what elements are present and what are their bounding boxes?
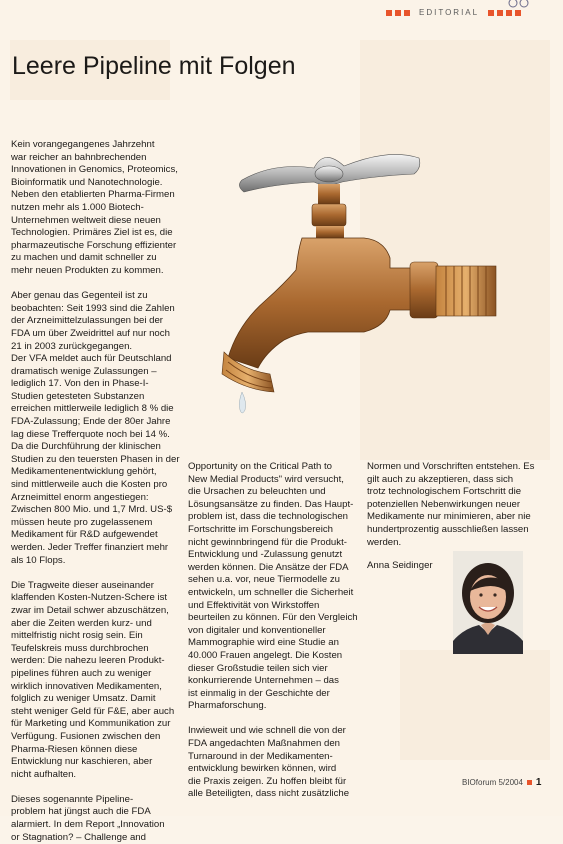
article-title: Leere Pipeline mit Folgen	[12, 52, 296, 80]
accent-square-icon	[527, 780, 532, 785]
section-header	[386, 8, 521, 17]
accent-square-icon	[515, 10, 521, 16]
faucet-illustration-icon	[214, 140, 514, 422]
author-name: Anna Seidinger	[367, 560, 433, 571]
article-column-2: Opportunity on the Critical Path to New Medial Products" wird versucht, die Ursachen zu beleuchten und Lösungsansätze zu finden. Das Haupt- problem ist, dass die technologischen Fortschritte im Forschungsbereich nicht gewinnbringend für die Produkt- Entwicklung und -Zulassung genutzt werden können. Die Ansätze der FDA sehen u.a. vor, neue Tiermodelle zu entwickeln, um schneller die Sicherheit und Effektivität von Wirkstoffen beurteilen zu können. Für den Vergleich von digitaler und konventioneller Mammographie wird eine Studie an 40.000 Frauen angelegt. Die Kosten dieser Großstudie teilen sich vier konkurrierende Unternehmen – das ist einmalig in der Geschichte der Pharmaforschung. Inwieweit und wie schnell die von der FDA angedachten Maßnahmen den Turnaround in der Medikamenten- entwicklung bewirken können, wird die Praxis zeigen. Zu hoffen bleibt für alle Beteiligten, dass nicht zusätzliche	[188, 461, 358, 800]
accent-square-icon	[404, 10, 410, 16]
article-column-1: Kein vorangegangenes Jahrzehnt war reicher an bahnbrechenden Innovationen in Genomics, Proteomics, Bioinformatik und Nanotechnologie. Neben den etablierten Pharma-Firmen nutzen mehr als 1.000 Biotech- Unternehmen weltweit diese neuen Technologien. Primäres Ziel ist es, die pharmazeutische Forschung effizienter zu machen und damit schneller zu mehr neuen Produkten zu kommen. Aber genau das Gegenteil ist zu beobachten: Seit 1993 sind die Zahlen der Arzneimittelzulassungen bei der FDA um über Zweidrittel auf nur noch 21 in 2003 zurückgegangen. Der VFA meldet auch für Deutschland dramatisch wenige Zulassungen – lediglich 17. Von den in Phase-I- Studien getesteten Substanzen erreichen mittlerweile lediglich 8 % die FDA-Zulassung; Ende der 80er Jahre lag diese Trefferquote noch bei 14 %. Da die Durchführung der klinischen Studien zu den teuersten Phasen in der Medikamentenentwicklung gehört, sind mittlerweile auch die Kosten pro Arzneimittel enorm angestiegen: Zwischen 800 Mio. und 1,7 Mrd. US-$ müssen heute pro zugelassenem Medikament für R&D aufgewendet werden. Jeder Treffer finanziert mehr als 10 Flops. Die Tragweite dieser auseinander klaffenden Kosten-Nutzen-Schere ist zwar im Detail schwer abzuschätzen, aber die Zeiten werden kurz- und mittelfristig nicht rosig sein. Ein Teufelskreis muss durchbrochen werden: Die nahezu leeren Produkt- pipelines führen auch zu weniger wirklich innovativen Medikamenten, folglich zu weniger Umsatz. Damit steht weniger Geld für F&E, aber auch für Marketing und Kommunikation zur Verfügung. Fusionen zwischen den Pharma-Riesen können diese Entwicklung nur kaschieren, aber nicht aufhalten. Dieses sogenannte Pipeline- problem hat jüngst auch die FDA alarmiert. In dem Report „Innovation or Stagnation? – Challenge and	[11, 139, 180, 843]
background-ghost-bottom	[400, 650, 550, 760]
publisher-logo-icon	[506, 0, 532, 8]
accent-square-icon	[395, 10, 401, 16]
page-footer	[462, 777, 541, 788]
page-number: 1	[535, 777, 542, 788]
accent-square-icon	[506, 10, 512, 16]
publication-name: BIOforum 5/2004	[462, 778, 523, 787]
section-label: EDITORIAL	[419, 8, 480, 17]
accent-square-icon	[497, 10, 503, 16]
accent-square-icon	[386, 10, 392, 16]
article-column-3: Normen und Vorschriften entstehen. Es gilt auch zu akzeptieren, dass sich trotz technologischem Fortschritt die potenziellen Nebenwirkungen neuer Medikamente nur minimieren, aber nie hundertprozentig ausschließen lassen werden.	[367, 461, 535, 548]
accent-square-icon	[488, 10, 494, 16]
author-portrait-icon	[453, 551, 523, 654]
